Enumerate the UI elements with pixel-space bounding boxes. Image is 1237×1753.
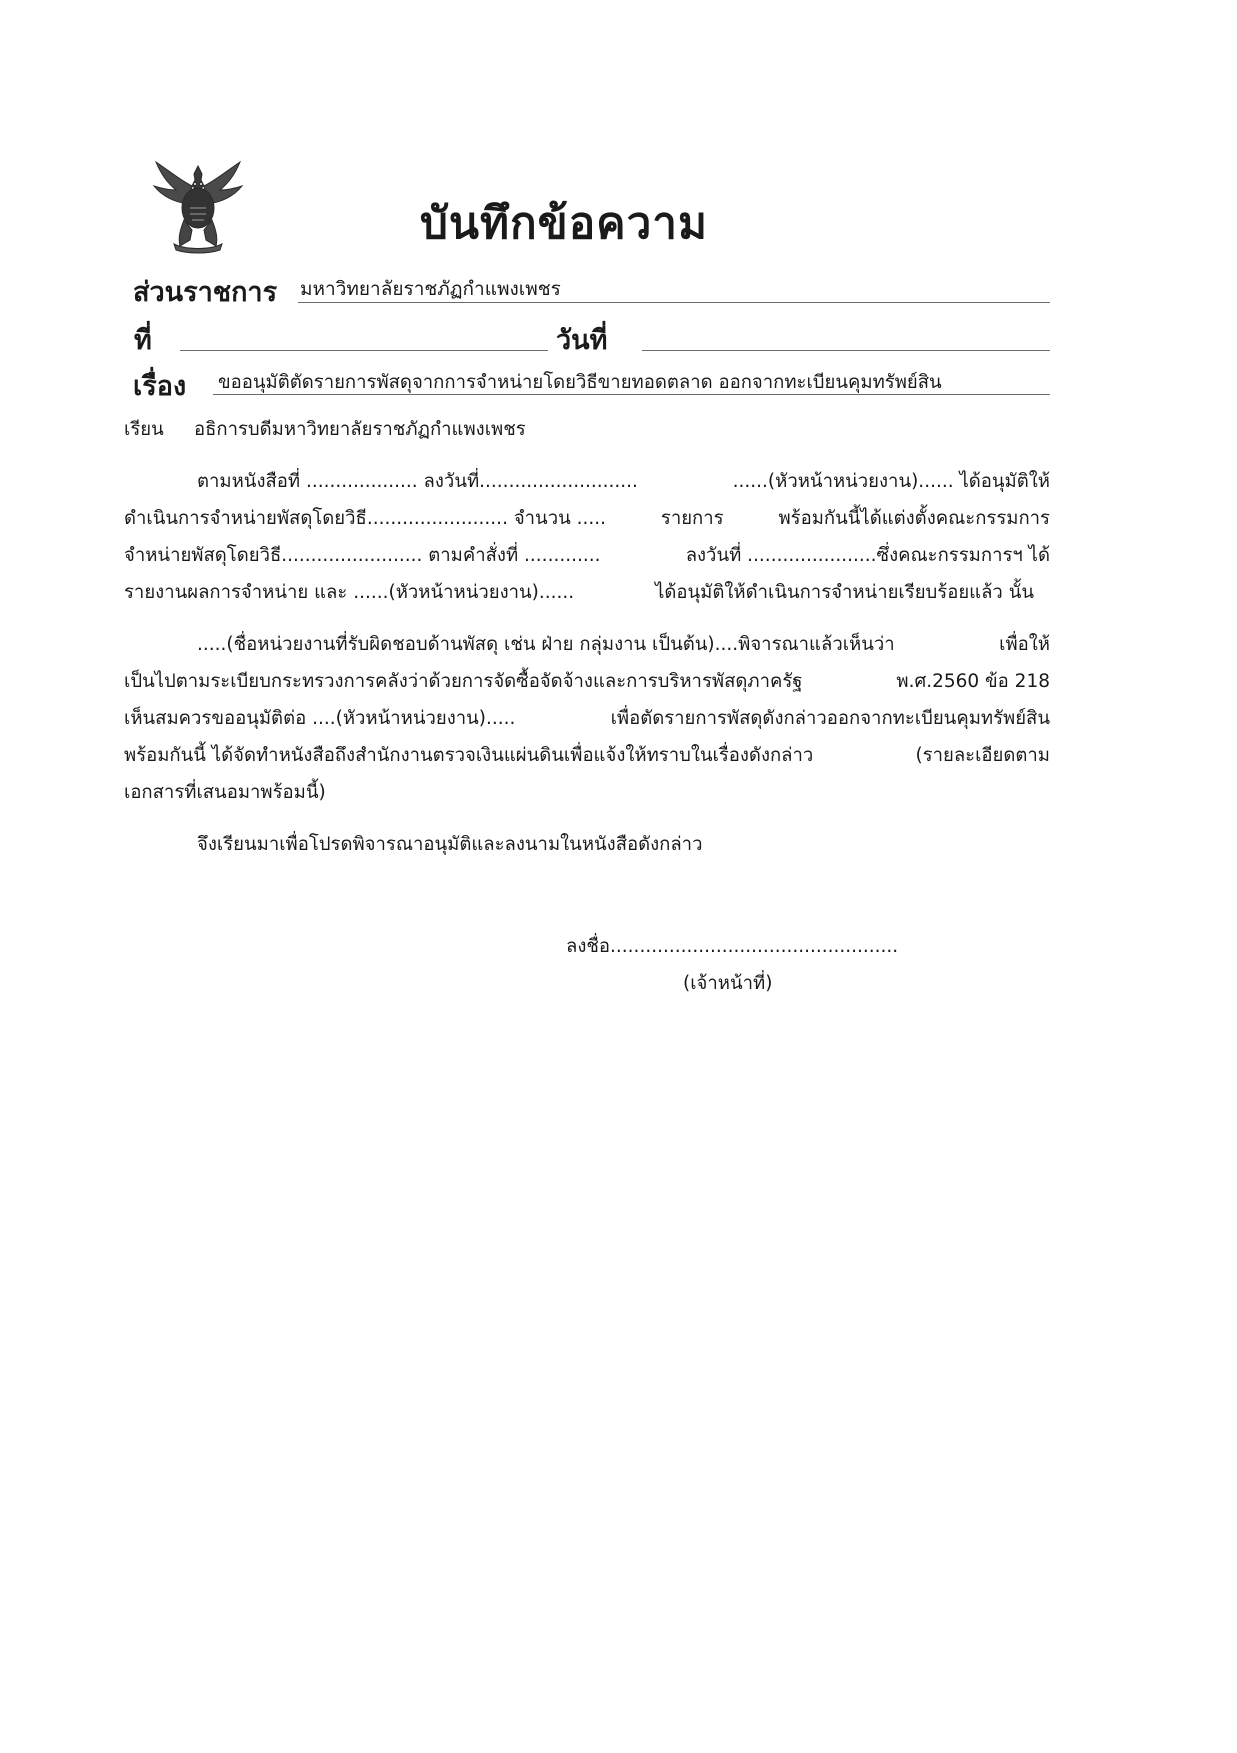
date-rule <box>642 350 1050 351</box>
paragraph1-line4 <box>124 581 1034 605</box>
paragraph2-line1-part1: .....(ชื่อหน่วยงานที่รับผิดชอบด้านพัสดุ เช่น ฝ่าย กลุ่มงาน เป็นต้น)....พิจารณาแล้วเห็นว่า <box>197 634 895 655</box>
paragraph2-line5: เอกสารที่เสนอมาพร้อมนี้) <box>124 782 326 803</box>
subject-label: เรื่อง <box>133 371 187 402</box>
paragraph2-line4-part2: (รายละเอียดตาม <box>915 745 1050 766</box>
paragraph2-line3 <box>124 707 1050 731</box>
paragraph2-line3-part2: เพื่อตัดรายการพัสดุดังกล่าวออกจากทะเบียนคุมทรัพย์สิน <box>610 708 1050 729</box>
paragraph2-line2-part2: พ.ศ.2560 ข้อ 218 <box>896 671 1050 692</box>
paragraph2-line4-part1: พร้อมกันนี้ ได้จัดทำหนังสือถึงสำนักงานตรวจเงินแผ่นดินเพื่อแจ้งให้ทราบในเรื่องดังกล่าว <box>124 745 814 766</box>
paragraph1-line1 <box>197 470 1050 494</box>
paragraph2-line2-part1: เป็นไปตามระเบียบกระทรวงการคลังว่าด้วยการจัดซื้อจัดจ้างและการบริหารพัสดุภาครัฐ <box>124 671 803 692</box>
paragraph1-line2-part1: ดำเนินการจำหน่ายพัสดุโดยวิธี........................ จำนวน ..... <box>124 508 607 529</box>
memo-title: บันทึกข้อความ <box>420 198 709 249</box>
department-label: ส่วนราชการ <box>133 277 278 308</box>
paragraph1-line3-part2: ลงวันที่ ......................ซึ่งคณะกรรมการฯ ได้ <box>685 545 1050 566</box>
paragraph1-line3-part1: จำหน่ายพัสดุโดยวิธี........................ ตามคำสั่งที่ ............. <box>124 545 601 566</box>
signature-line: ลงชื่อ................................................. <box>566 936 899 957</box>
paragraph1-line2 <box>124 507 1050 531</box>
number-label: ที่ <box>134 325 152 356</box>
paragraph1-line2-part3: พร้อมกันนี้ได้แต่งตั้งคณะกรรมการ <box>778 508 1050 529</box>
paragraph1-line4-part1: รายงานผลการจำหน่าย และ ......(หัวหน้าหน่วยงาน)...... <box>124 582 575 603</box>
garuda-emblem-icon <box>150 160 246 254</box>
subject-value: ขออนุมัติตัดรายการพัสดุจากการจำหน่ายโดยวิธีขายทอดตลาด ออกจากทะเบียนคุมทรัพย์สิน <box>218 372 942 393</box>
paragraph1-line3 <box>124 544 1050 568</box>
paragraph1-line1-part1: ตามหนังสือที่ ................... ลงวันที่........................... <box>197 471 638 492</box>
salutation-recipient: อธิการบดีมหาวิทยาลัยราชภัฏกำแพงเพชร <box>194 419 526 440</box>
department-rule <box>298 302 1050 303</box>
paragraph2-line1-part2: เพื่อให้ <box>999 634 1050 655</box>
paragraph2-line1 <box>197 633 1050 657</box>
signature-position: (เจ้าหน้าที่) <box>683 973 773 994</box>
paragraph2-line3-part1: เห็นสมควรขออนุมัติต่อ ....(หัวหน้าหน่วยงาน)..... <box>124 708 516 729</box>
department-value: มหาวิทยาลัยราชภัฏกำแพงเพชร <box>300 278 561 300</box>
paragraph1-line1-part2: ......(หัวหน้าหน่วยงาน)...... ได้อนุมัติให้ <box>732 471 1050 492</box>
paragraph1-line4-part2: ได้อนุมัติให้ดำเนินการจำหน่ายเรียบร้อยแล้ว นั้น <box>655 582 1034 603</box>
closing-line: จึงเรียนมาเพื่อโปรดพิจารณาอนุมัติและลงนามในหนังสือดังกล่าว <box>197 834 703 855</box>
paragraph2-line4 <box>124 744 1050 768</box>
paragraph1-line2-part2: รายการ <box>660 508 724 529</box>
date-label: วันที่ <box>556 325 608 356</box>
number-rule <box>180 350 548 351</box>
subject-rule <box>213 394 1050 395</box>
paragraph2-line2 <box>124 670 1050 694</box>
salutation-label: เรียน <box>124 419 164 440</box>
